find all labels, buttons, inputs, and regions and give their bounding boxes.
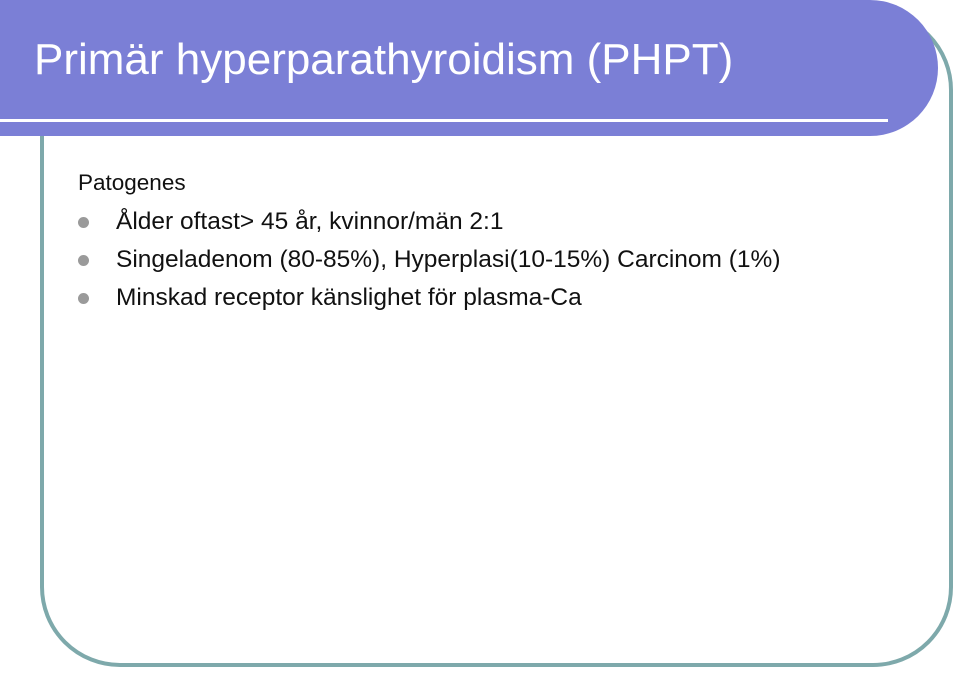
list-item [78,203,938,241]
bullet-icon [78,255,89,266]
list-item [78,241,938,279]
section-heading: Patogenes [78,170,186,195]
list-item-text: Singeladenom (80-85%), Hyperplasi(10-15%) Carcinom (1%) [116,246,781,274]
title-underline [0,119,888,122]
bullet-list [78,203,938,317]
list-item-text: Ålder oftast> 45 år, kvinnor/män 2:1 [116,208,504,236]
slide-title: Primär hyperparathyroidism (PHPT) [34,35,734,84]
bullet-icon [78,293,89,304]
list-item-text: Minskad receptor känslighet för plasma-Ca [116,284,582,312]
list-item [78,279,938,317]
bullet-icon [78,217,89,228]
slide-content [78,168,938,317]
